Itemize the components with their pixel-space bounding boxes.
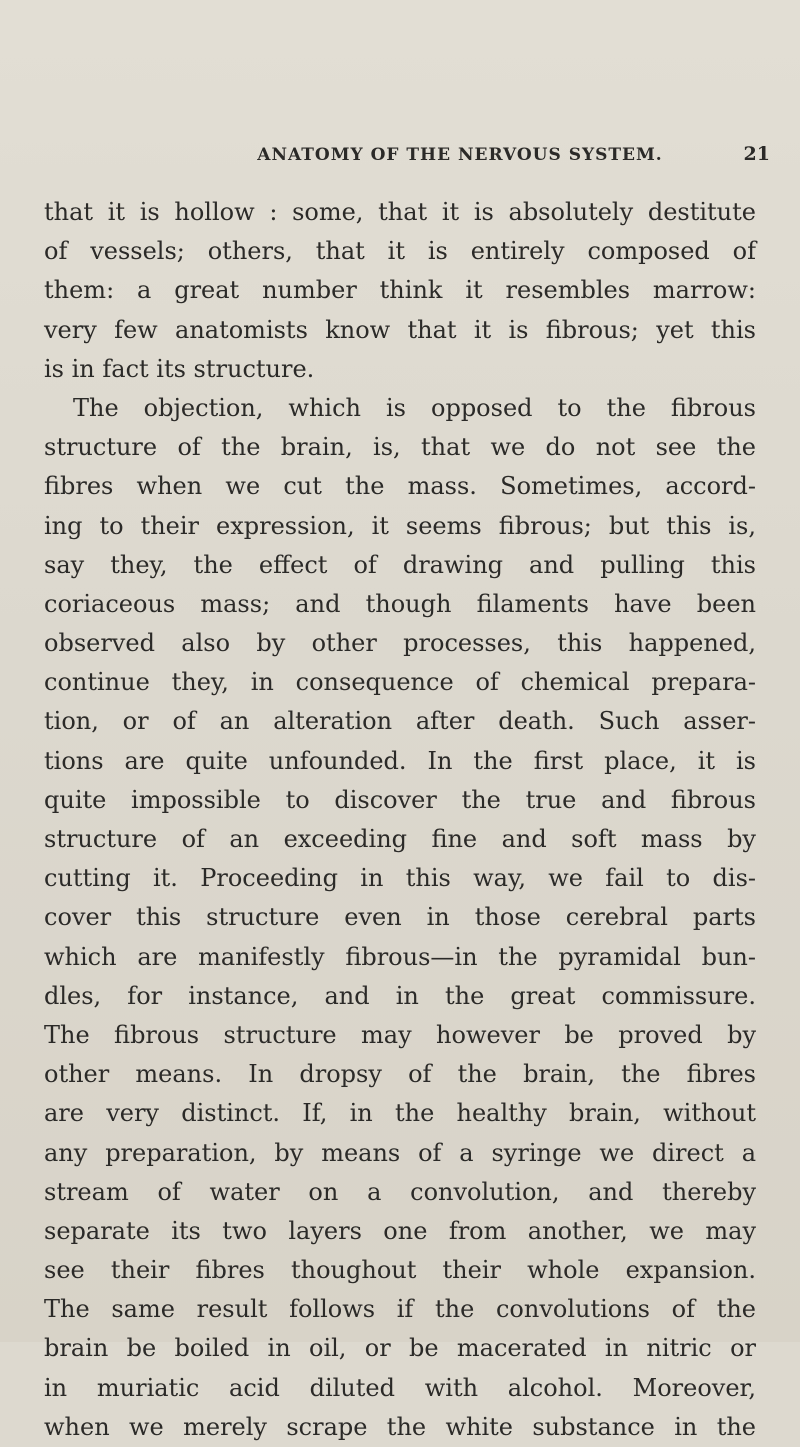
text-line: when we merely scrape the white substance in the [44, 1412, 756, 1441]
text-line: structure of an exceeding fine and soft mass by [44, 825, 756, 853]
text-line: The fibrous structure may however be proved by [44, 1020, 756, 1049]
text-line: structure of the brain, is, that we do not see the [44, 433, 756, 462]
text-line: cutting it. Proceeding in this way, we fail to dis- [44, 864, 756, 893]
text-line: tion, or of an alteration after death. Such asser- [44, 707, 756, 736]
text-line: continue they, in consequence of chemical prepara- [44, 668, 756, 697]
text-line: see their fibres thoughout their whole expansion. [44, 1256, 756, 1285]
text-line: say they, the effect of drawing and pulling this [44, 550, 756, 579]
text-line: observed also by other processes, this happened, [44, 629, 756, 658]
text-line: separate its two layers one from another, we may [44, 1216, 756, 1245]
text-line: them: a great number think it resembles marrow: [44, 276, 756, 305]
text-line: which are manifestly fibrous—in the pyramidal bun- [44, 942, 756, 971]
text-line: that it is hollow : some, that it is absolutely destitute [44, 198, 756, 226]
text-line: any preparation, by means of a syringe we direct a [44, 1138, 756, 1167]
text-line: of vessels; others, that it is entirely composed of [44, 237, 756, 266]
text-line: fibres when we cut the mass. Sometimes, accord- [44, 472, 756, 501]
paragraph-start-line: The objection, which is opposed to the fibrous [73, 393, 756, 422]
text-line: ing to their expression, it seems fibrous; but this is, [44, 511, 756, 540]
text-line: in muriatic acid diluted with alcohol. Moreover, [44, 1373, 756, 1402]
text-line: very few anatomists know that it is fibrous; yet this [44, 315, 756, 344]
text-line: cover this structure even in those cerebral parts [44, 903, 756, 932]
text-line: is in fact its structure. [44, 354, 315, 383]
text-line: tions are quite unfounded. In the first place, it is [44, 746, 756, 775]
text-line: The same result follows if the convolutions of the [44, 1295, 756, 1324]
running-title: ANATOMY OF THE NERVOUS SYSTEM. [257, 145, 663, 165]
text-line: are very distinct. If, in the healthy brain, without [44, 1099, 756, 1128]
text-line: other means. In dropsy of the brain, the fibres [44, 1060, 756, 1089]
body-text [44, 193, 756, 1447]
running-head [140, 145, 780, 179]
text-line: quite impossible to discover the true and fibrous [44, 785, 756, 814]
text-line: dles, for instance, and in the great commissure. [44, 981, 756, 1010]
page-number: 21 [743, 143, 770, 165]
text-line: coriaceous mass; and though filaments have been [44, 589, 756, 618]
text-line: brain be boiled in oil, or be macerated in nitric or [44, 1334, 756, 1363]
text-line: stream of water on a convolution, and thereby [44, 1177, 756, 1206]
